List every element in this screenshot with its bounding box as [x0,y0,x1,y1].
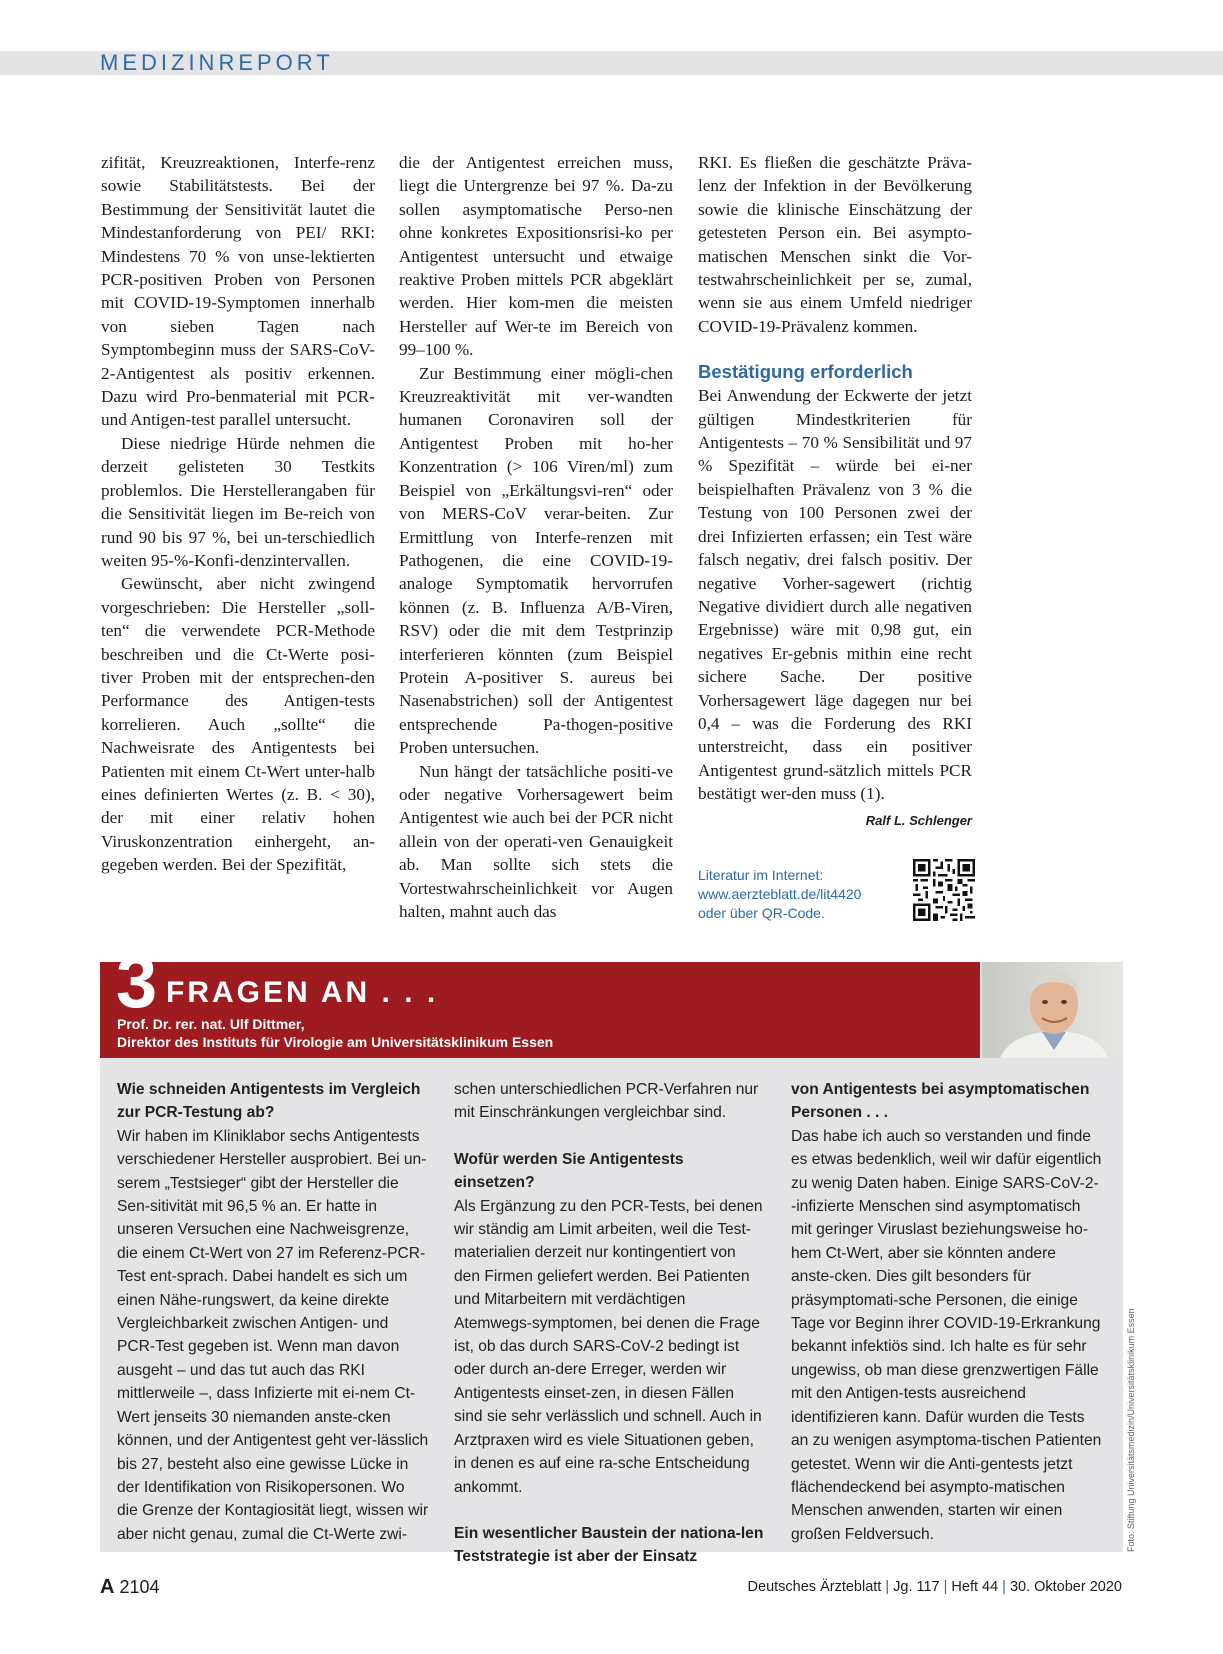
interview-column-3 [791,1078,1103,1546]
interviewee-name: Prof. Dr. rer. nat. Ulf Dittmer, [117,1016,305,1032]
footer-publication [748,1579,1122,1595]
subheading: Bestätigung erforderlich [698,361,913,383]
qr-code-icon[interactable] [913,859,975,921]
question: Ein wesentlicher Baustein der nationa-len Teststrategie ist aber der Einsatz [454,1524,764,1566]
photo-credit: Foto: Stiftung Universitätsmedizin/Universitätsklinikum Essen [1126,1308,1136,1552]
interview-column-2 [454,1078,766,1569]
separator: | [885,1579,890,1595]
interview-title: FRAGEN AN . . . [166,976,439,1009]
article-column-2 [399,151,673,923]
paragraph: Nun hängt der tatsächliche positi-ve oder negative Vorhersagewert beim Antigentest wie auch bei der PCR nicht allein von der operati-ven Genauigkeit ab. Man sollte sich stets die Vortestwahrscheinlichkeit vor Augen halten, mahnt auch das [399,761,673,921]
paragraph: Diese niedrige Hürde nehmen die derzeit gelisteten 30 Testkits problemlos. Die Herstellerangaben für die Sensitivität liegen im Be-reich von rund 90 bis 97 %, bei un-terschiedlich weiten 95-%-Konfi-denzintervallen. [101,433,375,570]
literature-note [698,866,861,923]
portrait-image [982,962,1123,1058]
answer: Das habe ich auch so verstanden und finde es etwas bedenklich, weil wir dafür eigentlich zu wenig Daten haben. Einige SARS-CoV-2--infizierte Menschen sind asymptomatisch mit geringer Viruslast beziehungsweise ho-hem Ct-Wert, aber sie könnten andere anste-cken. Dies gilt besonders für präsymptomati-sche Personen, die einige Tage vor Beginn ihrer COVID-19-Erkrankung bekannt infektiös sind. Ich halte es für sehr ungewiss, ob man diese grenzwertigen Fälle mit den Antigen-tests ausreichend identifizieren kann. Dafür wurden die Tests an zu wenigen asymptoma-tischen Patienten getestet. Wenn wir die Anti-gentests jetzt flächendeckend bei asympto-matischen Menschen anwenden, starten wir einen großen Feldversuch. [791,1127,1102,1543]
paragraph: Gewünscht, aber nicht zwingend vorgeschrieben: Die Hersteller „soll-ten“ die verwendete PCR-Methode beschreiben und die Ct-Werte posi-tiver Proben mit der entsprechen-den Performance des Antigen-tests korrelieren. Auch „sollte“ die Nachweisrate des Antigentests bei Patienten mit einem Ct-Wert unter-halb eines definierten Wertes (z. B. < 30), der mit einer relativ hohen Viruskonzentration einhergeht, an-gegeben werden. Bei der Spezifität, [101,574,375,875]
paragraph: die der Antigentest erreichen muss, liegt die Untergrenze bei 97 %. Da-zu sollen asymptomatische Perso-nen ohne konkretes Expositionsrisi-ko per Antigentest untersucht und etwaige reaktive Proben mittels PCR abgeklärt werden. Hier kom-men die meisten Hersteller auf Wer-te im Bereich von 99–100 %. [399,153,673,360]
interview-number: 3 [116,940,158,1023]
page-number-value: 2104 [119,1577,160,1597]
author-name: Ralf L. Schlenger [865,812,972,828]
issue-date: 30. Oktober 2020 [1009,1579,1122,1595]
interviewee-role: Direktor des Instituts für Virologie am Universitätsklinikum Essen [117,1034,554,1050]
question: von Antigentests bei asymptomatischen Personen . . . [791,1081,1090,1122]
page-number [100,1576,160,1599]
paragraph: zifität, Kreuzreaktionen, Interfe-renz sowie Stabilitätstests. Bei der Bestimmung der Sensitivität lautet die Mindestanforderung von PEI/ RKI: Mindestens 70 % von unse-lektierten PCR-positiven Proben von Personen mit COVID-19-Symptomen innerhalb von sieben Tagen nach Symptombeginn muss der SARS-CoV-2-Antigentest als positiv erkennen. Dazu wird Pro-benmaterial mit PCR- und Antigen-test parallel untersucht. [101,153,375,430]
interview-column-1 [117,1078,429,1546]
paragraph-text: Bei Anwendung der Eckwerte der jetzt gültigen Mindestkriterien für Antigentests – 70 % Sensibilität und 97 % Spezifität – würde bei ei-ner beispielhaften Prävalenz von 3 % die Testung von 100 Personen zwei der drei Infizierten erfassen; ein Test wäre falsch negativ, drei falsch positiv. Der negative Vorher-sagewert (richtig Negative dividiert durch alle negativen Ergebnisse) wäre mit 0,98 gut, ein negatives Er-gebnis mithin eine recht sichere Sache. Der positive Vorhersagewert läge dagegen nur bei 0,4 – was die Forderung des RKI unterstreicht, dass ein positiver Antigentest grund-sätzlich mittels PCR bestätigt wer-den muss (1). [698,386,972,804]
literature-label: Literatur im Internet: [698,867,824,883]
page-prefix: A [100,1576,115,1598]
question: Wofür werden Sie Antigentests einsetzen? [454,1150,684,1192]
separator: | [1002,1579,1006,1595]
issue: Heft 44 [951,1579,999,1595]
literature-link[interactable]: www.aerzteblatt.de/lit4420 [698,886,862,902]
section-label: MEDIZINREPORT [100,50,334,75]
question: Wie schneiden Antigentests im Vergleich zur PCR-Testung ab? [117,1081,421,1122]
article-column-3 [698,151,972,832]
interviewee [117,1015,553,1051]
literature-qr-hint: oder über QR-Code. [698,905,825,921]
journal-name: Deutsches Ärzteblatt [747,1579,882,1595]
paragraph: RKI. Es fließen die geschätzte Präva-lenz der Infektion in der Bevölkerung sowie die klinische Einschätzung der getesteten Person ein. Bei asympto-matischen Menschen sinkt die Vor-testwahrscheinlichkeit per se, zumal, wenn sie aus einem Umfeld niedriger COVID-19-Prävalenz kommen. [698,153,972,336]
portrait-photo [982,962,1123,1058]
article-column-1 [101,151,375,877]
paragraph: Zur Bestimmung einer mögli-chen Kreuzreaktivität mit ver-wandten humanen Coronaviren soll der Antigentest Proben mit ho-her Konzentration (> 106 Viren/ml) zum Beispiel von „Erkältungsvi-ren“ oder von MERS-CoV verar-beiten. Zur Ermittlung von Interfe-renzen mit Pathogenen, die eine COVID-19-analoge Symptomatik hervorrufen können (z. B. Influenza A/B-Viren, RSV) oder die mit dem Testprinzip interferieren könnten (zum Beispiel Protein A-positiver S. aureus bei Nasenabstrichen) soll der Antigentest entsprechende Pa-thogen-positive Proben untersuchen. [399,363,673,758]
paragraph [698,384,972,828]
answer: Wir haben im Kliniklabor sechs Antigentests verschiedener Hersteller ausprobiert. Bei un-serem „Testsieger“ gibt der Hersteller die Sen-sitivität mit 96,5 % an. Er hatte in unseren Versuchen eine Nachweisgrenze, die einem Ct-Wert von 27 im Referenz-PCR-Test ent-sprach. Dabei handelt es sich um einen Nähe-rungswert, da keine direkte Vergleichbarkeit zwischen Antigen- und PCR-Test gegeben ist. Wenn man davon ausgeht – und das tut auch das RKI mittlerweile –, dass Infizierte mit ei-nem Ct-Wert jenseits 30 niemanden anste-cken können, und der Antigentest geht ver-lässlich bis 27, besteht also eine gewisse Lücke in der Identifikation von Risikopersonen. Wo die Grenze der Kontagiosität liegt, wissen wir aber nicht genau, zumal die Ct-Werte zwi- [117,1127,429,1543]
separator: | [943,1579,948,1595]
answer: Als Ergänzung zu den PCR-Tests, bei denen wir ständig am Limit arbeiten, weil die Test-materialien derzeit nur kontingentiert von den Firmen geliefert werden. Bei Patienten und Mitarbeitern mit verdächtigen Atemwegs-symptomen, bei denen die Frage ist, ob das durch SARS-CoV-2 bedingt ist oder durch an-dere Erreger, werden wir Antigentests einset-zen, in diesen Fällen sind sie sehr verlässlich und schnell. Auch in Arztpraxen wird es viele Situationen geben, in denen es auf eine ra-sche Entscheidung ankommt. [454,1197,763,1496]
answer: schen unterschiedlichen PCR-Verfahren nur mit Einschränkungen vergleichbar sind. [454,1081,759,1122]
volume: Jg. 117 [893,1579,940,1595]
